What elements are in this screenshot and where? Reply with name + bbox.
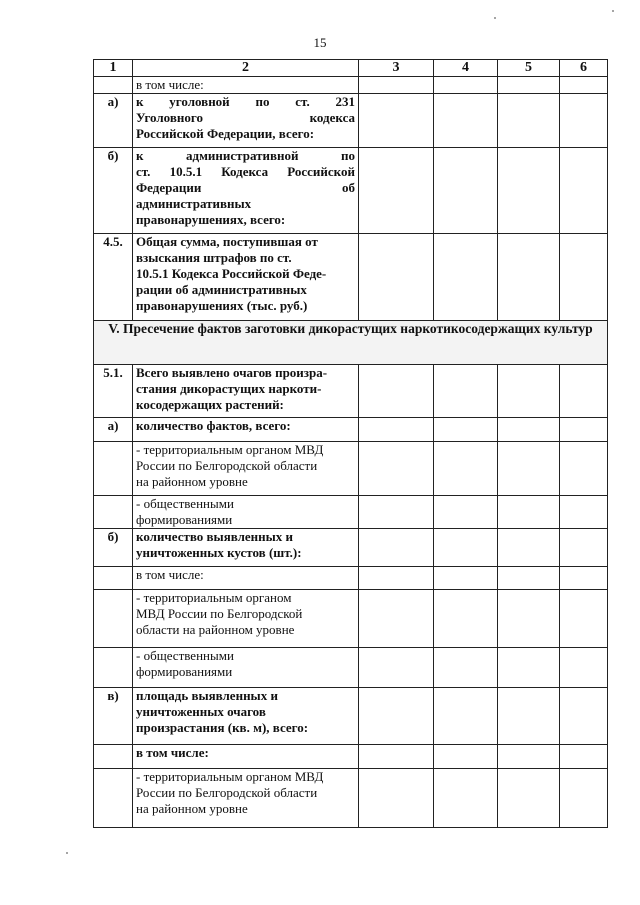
value-cell-col6	[560, 442, 608, 496]
row-description	[133, 365, 359, 418]
value-cell-col6	[560, 529, 608, 567]
value-cell-col5	[498, 365, 560, 418]
description-line: формированиями	[136, 664, 233, 679]
value-cell-col4	[434, 529, 498, 567]
description-line: уничтоженных очагов	[136, 704, 266, 719]
value-cell-col5	[498, 529, 560, 567]
table-row	[94, 590, 608, 648]
value-cell-col3	[359, 529, 434, 567]
scan-speck	[494, 17, 496, 19]
row-number: б)	[94, 529, 133, 567]
table-row	[94, 234, 608, 321]
description-line: в том числе:	[136, 77, 204, 92]
row-description	[133, 648, 359, 688]
value-cell-col6	[560, 365, 608, 418]
description-line: Всего выявлено очагов произра-	[136, 365, 328, 380]
value-cell-col3	[359, 94, 434, 148]
description-line: России по Белгородской области	[136, 785, 318, 800]
row-number: в)	[94, 688, 133, 745]
value-cell-col6	[560, 496, 608, 529]
value-cell-col4	[434, 418, 498, 442]
row-description	[133, 567, 359, 590]
description-line: области на районном уровне	[136, 622, 295, 637]
description-line: административных	[136, 196, 252, 211]
value-cell-col3	[359, 418, 434, 442]
description-line: рации об административных	[136, 282, 307, 297]
value-cell-col3	[359, 365, 434, 418]
page-number: 15	[313, 35, 327, 50]
value-cell-col4	[434, 745, 498, 769]
section-heading-row	[94, 321, 608, 365]
description-line: России по Белгородской области	[136, 458, 318, 473]
table-row	[94, 648, 608, 688]
description-line: произрастания (кв. м), всего:	[136, 720, 309, 735]
value-cell-col4	[434, 234, 498, 321]
value-cell-col6	[560, 745, 608, 769]
value-cell-col5	[498, 234, 560, 321]
table-row	[94, 529, 608, 567]
row-number	[94, 496, 133, 529]
value-cell-col3	[359, 648, 434, 688]
table-header-row	[94, 60, 608, 77]
table-row	[94, 745, 608, 769]
description-line: МВД России по Белгородской	[136, 606, 303, 621]
value-cell-col3	[359, 769, 434, 828]
description-line: Общая сумма, поступившая от	[136, 234, 318, 249]
value-cell-col3	[359, 745, 434, 769]
value-cell-col6	[560, 234, 608, 321]
value-cell-col5	[498, 496, 560, 529]
description-line: 10.5.1 Кодекса Российской Феде-	[136, 266, 327, 281]
value-cell-col4	[434, 94, 498, 148]
value-cell-col5	[498, 648, 560, 688]
table-row	[94, 365, 608, 418]
row-number	[94, 745, 133, 769]
row-description	[133, 529, 359, 567]
value-cell-col3	[359, 442, 434, 496]
value-cell-col6	[560, 567, 608, 590]
value-cell-col6	[560, 148, 608, 234]
description-line: к административной по	[136, 148, 355, 163]
value-cell-col6	[560, 94, 608, 148]
description-line: - общественными	[136, 648, 234, 663]
value-cell-col5	[498, 442, 560, 496]
column-header: 3	[359, 60, 434, 77]
value-cell-col3	[359, 234, 434, 321]
row-description	[133, 77, 359, 94]
value-cell-col4	[434, 365, 498, 418]
value-cell-col4	[434, 567, 498, 590]
table-row	[94, 442, 608, 496]
description-line: формированиями	[136, 512, 233, 527]
scan-speck	[66, 852, 68, 854]
row-number: а)	[94, 94, 133, 148]
description-line: количество выявленных и	[136, 529, 294, 544]
value-cell-col3	[359, 148, 434, 234]
row-description	[133, 234, 359, 321]
table-row	[94, 94, 608, 148]
section-title: V. Пресечение фактов заготовки дикорастущих наркотикосодержащих культур	[94, 321, 608, 365]
description-line: к уголовной по ст. 231	[136, 94, 355, 109]
description-line: Российской Федерации, всего:	[136, 126, 315, 141]
column-header: 6	[560, 60, 608, 77]
table-row	[94, 418, 608, 442]
description-line: площадь выявленных и	[136, 688, 278, 703]
description-line: - общественными	[136, 496, 234, 511]
description-line: правонарушениях, всего:	[136, 212, 286, 227]
description-line: количество фактов, всего:	[136, 418, 291, 433]
value-cell-col6	[560, 769, 608, 828]
value-cell-col6	[560, 688, 608, 745]
value-cell-col6	[560, 418, 608, 442]
value-cell-col4	[434, 648, 498, 688]
row-number: а)	[94, 418, 133, 442]
value-cell-col5	[498, 769, 560, 828]
value-cell-col3	[359, 77, 434, 94]
description-line: стания дикорастущих наркоти-	[136, 381, 322, 396]
row-number	[94, 590, 133, 648]
table-row	[94, 148, 608, 234]
value-cell-col5	[498, 418, 560, 442]
description-line: Уголовного кодекса	[136, 110, 355, 125]
column-header: 5	[498, 60, 560, 77]
row-description	[133, 418, 359, 442]
row-description	[133, 745, 359, 769]
value-cell-col5	[498, 567, 560, 590]
row-description	[133, 442, 359, 496]
row-description	[133, 769, 359, 828]
description-line: взыскания штрафов по ст.	[136, 250, 292, 265]
column-header: 1	[94, 60, 133, 77]
row-description	[133, 496, 359, 529]
row-number	[94, 567, 133, 590]
description-line: - территориальным органом	[136, 590, 292, 605]
value-cell-col4	[434, 77, 498, 94]
table-row	[94, 769, 608, 828]
value-cell-col5	[498, 148, 560, 234]
value-cell-col6	[560, 77, 608, 94]
row-number: б)	[94, 148, 133, 234]
value-cell-col4	[434, 590, 498, 648]
table-row	[94, 496, 608, 529]
value-cell-col4	[434, 688, 498, 745]
row-description	[133, 590, 359, 648]
value-cell-col5	[498, 77, 560, 94]
description-line: на районном уровне	[136, 474, 248, 489]
description-line: в том числе:	[136, 567, 204, 582]
scan-speck	[612, 10, 614, 12]
value-cell-col3	[359, 590, 434, 648]
description-line: ст. 10.5.1 Кодекса Российской	[136, 164, 355, 179]
row-number	[94, 648, 133, 688]
description-line: уничтоженных кустов (шт.):	[136, 545, 302, 560]
value-cell-col5	[498, 688, 560, 745]
value-cell-col5	[498, 745, 560, 769]
description-line: - территориальным органом МВД	[136, 442, 324, 457]
row-description	[133, 94, 359, 148]
description-line: в том числе:	[136, 745, 209, 760]
table-row	[94, 688, 608, 745]
column-header: 2	[133, 60, 359, 77]
description-line: - территориальным органом МВД	[136, 769, 324, 784]
value-cell-col3	[359, 496, 434, 529]
row-number	[94, 77, 133, 94]
row-number	[94, 442, 133, 496]
value-cell-col4	[434, 769, 498, 828]
description-line: на районном уровне	[136, 801, 248, 816]
value-cell-col4	[434, 496, 498, 529]
description-line: правонарушениях (тыс. руб.)	[136, 298, 308, 313]
row-number: 4.5.	[94, 234, 133, 321]
value-cell-col6	[560, 590, 608, 648]
table-row	[94, 567, 608, 590]
description-line: Федерации об	[136, 180, 355, 195]
value-cell-col6	[560, 648, 608, 688]
value-cell-col3	[359, 688, 434, 745]
value-cell-col5	[498, 590, 560, 648]
row-number: 5.1.	[94, 365, 133, 418]
description-line: косодержащих растений:	[136, 397, 284, 412]
statistics-table	[93, 59, 608, 828]
value-cell-col5	[498, 94, 560, 148]
row-description	[133, 148, 359, 234]
row-description	[133, 688, 359, 745]
row-number	[94, 769, 133, 828]
value-cell-col4	[434, 442, 498, 496]
table-row	[94, 77, 608, 94]
column-header: 4	[434, 60, 498, 77]
value-cell-col3	[359, 567, 434, 590]
value-cell-col4	[434, 148, 498, 234]
